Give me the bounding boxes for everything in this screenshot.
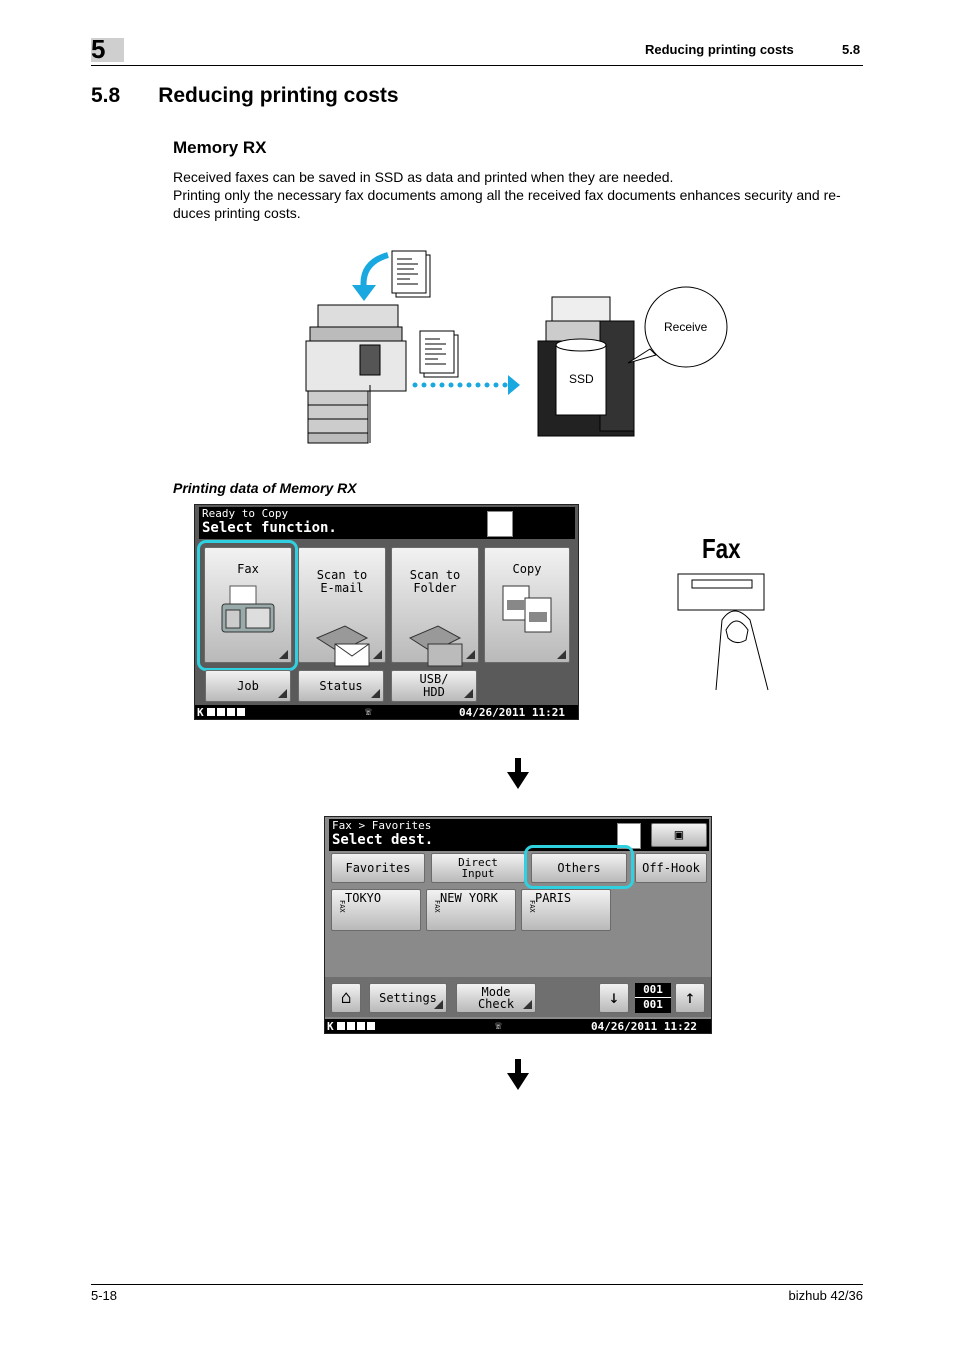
status-line: Ready to Copy <box>202 507 289 520</box>
arrow-down-icon <box>507 758 529 790</box>
tab-label: Direct Input <box>458 856 498 880</box>
fax-key-button[interactable] <box>678 574 764 610</box>
home-button[interactable] <box>331 983 361 1013</box>
chapter-badge <box>91 34 124 64</box>
running-header-number: 5.8 <box>842 42 861 57</box>
status-bar <box>195 705 578 719</box>
footer-rule <box>91 1284 863 1285</box>
off-hook-button[interactable] <box>635 853 707 883</box>
copy-documents-icon <box>499 582 555 636</box>
incoming-arrow-icon <box>364 255 389 290</box>
toner-level-icon <box>337 1022 377 1030</box>
body-text <box>173 168 863 222</box>
button-label: Mode Check <box>477 985 515 1011</box>
destination-button[interactable] <box>426 889 516 931</box>
button-label: Scan to Folder <box>409 568 461 595</box>
address-book-button[interactable] <box>651 823 707 847</box>
figure-caption: Printing data of Memory RX <box>173 480 357 496</box>
receive-label: Receive <box>664 320 708 334</box>
document-icon <box>392 251 430 297</box>
button-label: Settings <box>379 991 437 1005</box>
toner-level-icon <box>207 708 247 716</box>
address-book-icon: ▣ <box>674 827 684 843</box>
toner-label: K <box>197 706 204 719</box>
destination-button[interactable] <box>331 889 421 931</box>
destination-name: NEW YORK <box>440 891 498 905</box>
destination-name: TOKYO <box>345 891 382 905</box>
network-icon: ☏ <box>495 1019 502 1032</box>
scan-to-folder-button[interactable] <box>391 547 479 663</box>
transfer-arrow-icon <box>413 375 521 395</box>
datetime: 04/26/2011 11:22 <box>591 1020 697 1033</box>
destination-button[interactable] <box>521 889 611 931</box>
home-icon: ⌂ <box>340 987 352 1008</box>
status-button[interactable] <box>298 670 384 702</box>
product-name: bizhub 42/36 <box>788 1288 863 1303</box>
status-bar <box>325 1019 711 1033</box>
tab-favorites[interactable] <box>331 853 425 883</box>
settings-button[interactable] <box>369 983 447 1013</box>
datetime: 04/26/2011 11:21 <box>459 706 565 719</box>
destination-type: FAX <box>433 900 441 913</box>
button-label: Scan to E-mail <box>316 568 368 595</box>
network-icon: ☏ <box>365 705 372 718</box>
screen-titlebar <box>329 819 709 851</box>
paragraph: Received faxes can be saved in SSD as data and printed when they are needed. <box>173 169 674 185</box>
fax-favorites-screen <box>324 816 712 1034</box>
scanner-email-icon <box>311 614 373 668</box>
destination-name: PARIS <box>535 891 572 905</box>
tab-label: Favorites <box>345 861 411 875</box>
help-button[interactable]: ? <box>617 823 641 849</box>
screen-titlebar <box>199 507 575 539</box>
prompt: Select dest. <box>332 832 434 848</box>
help-button[interactable]: ? <box>487 511 513 537</box>
usb-hdd-button[interactable] <box>391 670 477 702</box>
scroll-down-button[interactable] <box>599 983 629 1013</box>
document-icon <box>420 331 458 377</box>
copy-function-button[interactable] <box>484 547 570 663</box>
fax-key-press-illustration <box>676 572 776 692</box>
arrow-down-icon <box>507 1059 529 1091</box>
header-rule <box>91 65 863 66</box>
button-label: Job <box>237 679 259 693</box>
others-highlight <box>524 845 634 889</box>
breadcrumb: Fax > Favorites <box>332 819 432 832</box>
button-label: Status <box>319 679 363 693</box>
mfp-device-icon <box>306 305 406 443</box>
tab-label: Others <box>557 861 601 875</box>
page-number: 5-18 <box>91 1288 118 1303</box>
page-total: 001 <box>635 997 671 1012</box>
scroll-up-button[interactable] <box>675 983 705 1013</box>
subheading: Memory RX <box>173 138 267 157</box>
fax-key-label: Fax <box>702 533 741 564</box>
prompt: Select function. <box>202 520 337 536</box>
section-heading: 5.8 Reducing printing costs <box>91 84 399 107</box>
destination-type: FAX <box>528 900 536 913</box>
button-label: USB/ HDD <box>419 672 449 699</box>
scan-to-email-button[interactable] <box>298 547 386 663</box>
running-header-title: Reducing printing costs <box>645 42 794 57</box>
mode-check-button[interactable] <box>456 983 536 1013</box>
button-label: Copy <box>512 562 542 576</box>
ssd-label: SSD <box>569 372 594 386</box>
tab-direct-input[interactable] <box>431 853 525 883</box>
page-counter <box>635 983 671 1013</box>
scanner-folder-icon <box>404 614 466 668</box>
arrow-up-icon: ↑ <box>684 987 696 1008</box>
arrow-down-icon: ↓ <box>608 987 620 1008</box>
page-current: 001 <box>643 983 663 996</box>
fax-highlight <box>197 540 298 671</box>
destination-type: FAX <box>338 900 346 913</box>
chapter-number: 5 <box>91 34 106 64</box>
paragraph: Printing only the necessary fax documents among all the received fax documents enhances security and re-duces printing costs. <box>173 187 841 221</box>
button-label: Off-Hook <box>642 861 700 875</box>
memory-rx-illustration <box>300 245 740 455</box>
main-menu-screen <box>194 504 579 720</box>
job-button[interactable] <box>205 670 291 702</box>
toner-label: K <box>327 1020 334 1033</box>
button-label: Fax <box>237 562 259 576</box>
